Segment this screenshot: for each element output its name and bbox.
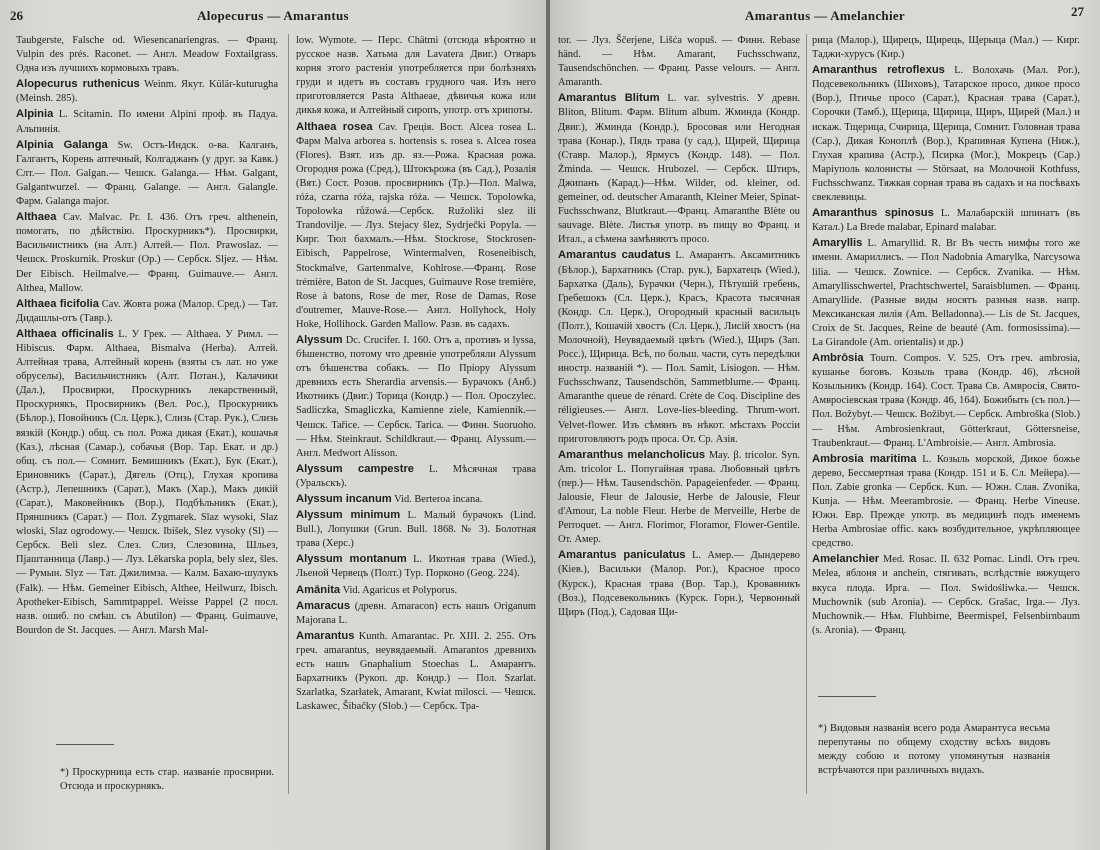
running-head: Alopecurus — Amarantus xyxy=(197,8,349,23)
entry-text: Cav. Malvac. Pr. I. 436. Отъ греч. altheneіn, помогать, по дѣйствію. Проскурникъ*). Просвирки, Васильчистникъ (на Алт.) Алтей.— Пол. Prawoslaz. — Чешск. Proskurnik. Proskur (Op.) — Сербск. Sljez. — Нѣм. Der Eibisch. Heilmalve.— Франц. Guimauve.— Англ. Althea, Mallow. xyxy=(16,212,278,294)
entry-text: low. Wymote. — Перс. Chätmi (отсюда вѣроятно и русское назв. Хатьма для Lavatera Двиг.) Отваръ корня этого растенія употребляется при болѣзняхъ груди и идетъ въ составъ грудного чая. Изъ него приготовляется Pasta Althaeae, дѣвичья кожа или дикья кожа, и Алтейный сиропъ, употр. отъ хрипоты. xyxy=(296,35,536,117)
dictionary-entry xyxy=(16,77,278,106)
entry-text: L. Волохачь (Мал. Рог.), Подсевекольникъ (Шиховъ), Татарское просо, дикое просо (Вор.), Птичье просо (Сарат.), Красная трава (Сарат.), Сорочки (Тамб.), Щерица, Щирица, Щиръ, Щирей (Мал.) и искаж. Тщерица, Счирица, Щерица, Сомнит. Головная трава (Сар.), Дикая Коноплѣ (Вор.), Крапивная Купена (Ниж.), Глухая крапива (Астр.), Псирка (Мог.), Мокрецъ (Сар.) Маріуполь колонисты — Störsaat, на Молочной Kothfuss, Fuchsschwanz. Тяжкая сорная трава въ садахъ и на посѣвахъ свеклевицы. xyxy=(812,65,1080,204)
dictionary-entry xyxy=(296,462,536,491)
dictionary-entry xyxy=(812,63,1080,205)
dictionary-entry xyxy=(16,210,278,296)
dictionary-entry xyxy=(296,629,536,715)
entry-headword: Amaranthus retroflexus xyxy=(812,64,945,77)
footnote: *) Проскурница есть стар. названіе просвирни. Отсюда и проскурнякъ. xyxy=(60,767,274,792)
dictionary-entry xyxy=(812,452,1080,552)
entry-text: tor. — Луз. Ščerjene, Lišća wopuš. — Финн. Rebase händ. — Нѣм. Amarant, Fuchsschwanz, Tausendschönchen. — Франц. Passe velours. — Англ. Amaranth. xyxy=(558,35,800,89)
entry-text: Vid. Agaricus et Polyporus. xyxy=(342,584,458,596)
entry-text: L. Amaryllid. R. Br Въ честь нимфы того же имени. Амариллисъ. — Пол Nadobnia Amarylka, Narcysowa lilia. — Чешск. Zownice. — Сербск. Zvanika. — Нѣм. Amaryllisschwertel, Prachtschwertel, Saraisblumen. — Франц. Amaryllide. (Разные виды носятъ разныя назв. напр. Мексиканская лилія (Am. Belladonna).— Lis de St. Jacques, Croix de St. Jacques, Reine de beauté (Am. formosissima).— La Girandole (Am. orientalis) и др.) xyxy=(812,238,1080,348)
dictionary-entry xyxy=(558,91,800,247)
dictionary-entry xyxy=(558,34,800,90)
entry-headword: Alpinia Galanga xyxy=(16,138,108,151)
dictionary-entry xyxy=(296,333,536,461)
dictionary-entry xyxy=(812,236,1080,350)
entry-text: L. Икотная трава (Wied.), Льеной Червецъ (Полт.) Тур. Порконо (Geog. 224). xyxy=(296,554,536,580)
entry-text: L. Амарантъ. Аксамитникъ (Бѣлор.), Бархатникъ (Стар. рук.), Бархатецъ (Wied.), Бархатка (Даль), Бурачки (Черн.), Пѣтушій гребень, Гребешокъ (Сл. Церк.), Красъ, Красота тысячная (Кондр. Сл. Церк.), Огородный красный васильцъ (Полт.), Кошачій хвостъ (Сл. Церк.), Лисій хвостъ (на Молочной), Неувядаемый цвѣтъ (Wied.), Щиръ (Зап. Росс.), Щирица. Всѣ, по больш. части, суть передѣлки иностр. названій *). — Пол. Samit, Lisiogon. — Нѣм. Fuchsschwanz, Tausendschön, Sammetblume.— Франц. Amaranthe queue de rénard. Crète de Coq. Discipline des réligieuses.— Англ. Love-lies-bleeding. Thrum-wort. Velvet-flower. Изъ сѣмянъ въ нѣкот. мѣстахъ Россіи приготовляютъ родъ проса. От. Ср. Азія. xyxy=(558,250,800,445)
entry-text: Cav. Жовта рожа (Малор. Сред.) — Тат. Дидашлы-отъ (Тавр.). xyxy=(16,298,278,324)
entry-headword: Alyssum minimum xyxy=(296,509,401,522)
entry-headword: Althaea xyxy=(16,211,57,224)
entry-headword: Amaracus xyxy=(296,599,351,612)
page-number: 26 xyxy=(10,8,23,23)
entry-text: (древн. Amaracon) есть нашъ Origanum Majorana L. xyxy=(296,600,536,626)
entry-headword: Althaea rosea xyxy=(296,120,373,133)
entry-headword: Ambrosia maritima xyxy=(812,452,917,465)
entry-text: L. var. sylvestris. У древн. Bliton, Blitum. Фарм. Blitum album. Жминда (Кондр. Двиг.), Жминда (Кондр.), Бросовая или Негодная трава (Конар.), Пядь трава (у сад.), Щирей, Щирица (Ставр. Малор.), Ярмусъ (Кондр. 148). — Пол. Żminda. — Чешск. Hrubozel. — Сербск. Штиръ, Джипанъ (Карад.)—Нѣм. Wilder, od. kleiner, od. gemeiner, od. deutscher Amaranth, Kleiner Meier, Spinat-Fuchsschwanz, Blutkraut.—Франц. Amaranthe Blète ou sauvage. Blète. Листья употр. въ пищу во Франц. и Итал., а сѣмена замѣняютъ просо. xyxy=(558,93,800,246)
dictionary-entry xyxy=(296,492,536,507)
entry-text: Med. Rosac. II. 632 Pomac. Lindl. Отъ греч. Melea, яблоня и anchein, стягивать, вслѣдствіе вяжущего вкуса плода. Ирга. — Пол. Swidośliwka.— Чешск. Muchownik (sub Aronia). — Сербск. Grašac, Irga.— Луз. Muchownik.— Нѣм. Fluhbirne, Beermispel, Felsenbirnbaum (s. Aronia). — Франц. xyxy=(812,554,1080,636)
entry-text: Dc. Crucifer. I. 160. Отъ а, противъ и lyssa, бѣшенство, потому что древніе употребляли Alyssum отъ бѣшенства собакъ. — По Пріору Alyssum древнихъ есть Sherardia arvensis.— Бурачокъ (Анб.) Икотникъ (Двиг.) Торица (Кондр.) — Пол. Opoczylec. Sadliczka, Smagliczka, Kamienne ziele, Kamiennik.— Чешск. Tařice. — Сербск. Tarica. — Финн. Suoruoho. — Нѣм. Steinkraut. Schildkraut.— Франц. Alyssum.— Англ. Medwort Alisson. xyxy=(296,334,536,459)
column-divider xyxy=(288,34,289,794)
dictionary-entry xyxy=(296,120,536,332)
page-number: 27 xyxy=(1071,4,1084,19)
entry-headword: Amaranthus melancholicus xyxy=(558,448,706,461)
left-page xyxy=(0,0,546,850)
dictionary-entry xyxy=(296,552,536,581)
entry-text: Taubgerste, Falsche od. Wiesencanariengras. — Франц. Vulpin des prés. Raconet. — Англ. Meadow Foxtailgrass. Одна изъ лучшихъ кормовыхъ травъ. xyxy=(16,35,278,75)
dictionary-entry xyxy=(812,34,1080,62)
left-column-2 xyxy=(296,34,536,794)
entry-headword: Alyssum xyxy=(296,333,343,346)
entry-headword: Amarantus caudatus xyxy=(558,249,671,262)
entry-text: Weinm. Якут. Külär-kuturugha (Meinsh. 285). xyxy=(16,79,278,105)
right-column-2 xyxy=(812,34,1080,794)
dictionary-entry xyxy=(296,583,536,598)
dictionary-entry xyxy=(16,297,278,326)
entry-headword: Alpinia xyxy=(16,108,54,121)
entry-text: L. Малабарскій шпинатъ (въ Катал.) La Brede malabar, Epinard malabar. xyxy=(812,208,1080,234)
entry-headword: Amaranthus spinosus xyxy=(812,207,934,220)
dictionary-entry xyxy=(812,351,1080,451)
entry-headword: Amānita xyxy=(296,583,341,596)
entry-headword: Alyssum campestre xyxy=(296,462,415,475)
left-column-1 xyxy=(16,34,278,794)
entry-text: May. β. tricolor. Syn. Am. tricolor L. Попугайная трава. Любовный цвѣтъ (пер.)— Нѣм. Tausendschön. Papageienfeder. — Франц. Jalousie, Fleur de Jalousie, Herbe de Jalousie, Fleur d'Amour, La noble Fleur. Herbe de Merveille, Herbe de Perroquet. — Англ. Florimor, Floramor, Flower-Gentile. От. Амер. xyxy=(558,449,800,546)
footnote-rule xyxy=(818,696,876,697)
entry-text: L. Мѣсячная трава (Уральскъ). xyxy=(296,463,536,489)
entry-headword: Althaea ficifolia xyxy=(16,297,99,310)
running-head: Amarantus — Amelanchier xyxy=(745,8,905,23)
dictionary-entry xyxy=(16,34,278,76)
entry-text: Sw. Остъ-Индск. о-ва. Калганъ, Галгантъ, Корень аптечный, Колгаджанъ (у друг. за Кавк.) Слт.— Пол. Galgan.— Чешск. Galanga.— Нѣм. Galgant, Galgantwurzel. — Франц. Galange. — Англ. Galangle. Фарм. Galanga major. xyxy=(16,139,278,208)
entry-text: рица (Малор.), Щирецъ, Щирець, Щерыца (Мал.) — Кирг. Таджи-хурусъ (Кир.) xyxy=(812,35,1080,61)
dictionary-entry xyxy=(558,548,800,619)
right-column-1 xyxy=(558,34,800,794)
entry-headword: Ambrōsia xyxy=(812,352,864,365)
dictionary-entry xyxy=(296,34,536,119)
entry-text: L. Козыль морской, Дикое божье дерево, Бессмертная трава (Кондр. 151 и Б. Сл. Мейера).— Пол. Zabie gronka — Сербск. Kun. — Южн. Слав. Zvonika, Kunja. — Нѣм. Meerambrosie. — Франц. Herbe Vineuse. Южн. Евр. Прежде употр. въ медицинѣ подъ именемъ Herba Ambrosiae offic. какъ возбудительное, укрѣпляющее средство. xyxy=(812,453,1080,550)
footnote: *) Видовыя названія всего рода Амарантуса весьма перепутаны по общему сходству всѣхъ видовъ между собою и потому упомянутыя названія встрѣчаются при различныхъ видахъ. xyxy=(818,723,1050,776)
entry-headword: Amarantus paniculatus xyxy=(558,549,686,562)
entry-headword: Alyssum montanum xyxy=(296,553,407,566)
dictionary-entry xyxy=(16,107,278,136)
entry-headword: Alopecurus ruthenicus xyxy=(16,78,140,91)
dictionary-entry xyxy=(558,448,800,548)
dictionary-entry xyxy=(812,206,1080,235)
dictionary-entry xyxy=(16,327,278,638)
entry-text: L. Амер.— Дындерево (Кіев.), Васильки (Малор. Рог.), Красное просо (Курск.), Красная трава (Вор. Тар.), Кровавникъ (Воз.), Подсевекольникъ (Курск. Горн.), Червонный Щиръ (Под.), Садовая Щи- xyxy=(558,550,800,618)
entry-headword: Amaryllis xyxy=(812,237,863,250)
entry-headword: Amelanchier xyxy=(812,553,880,566)
entry-headword: Amarantus Blitum xyxy=(558,92,660,105)
entry-text: Vid. Berteroa incana. xyxy=(394,494,483,505)
entry-text: Kunth. Amarantac. Pr. XIII. 2. 255. Отъ греч. amarantus, неувядаемый. Amarantos древнихъ есть нашъ Gnaphalium Stoechas L. Амарантъ. Бархатникъ (Рукоп. др. Кондр.) — Пол. Szarlat. Szarlatka, Szarłatek, Amarant, Kwiat milosci. — Чешск. Laskawec, Šibačky (Slob.) — Сербск. Тра- xyxy=(296,630,536,713)
entry-text: Cav. Греція. Вост. Alcea rosea L. Фарм Malva arborea s. hortensis s. rosea s. Alcea rosea (Flores). Взят. изъ др. яз.—Рожа. Красная рожа. Огородня рожа (Сред.), Штокърожа (въ Сад.), Розалія (Вят.) Сост. Розов. просвирникъ (Тр.)—Пол. Malwa, róża, czarna róża, rajska róża. — Чешск. Topolowka, Topolowka růžowá.—Сербск. Ružoliki slez ili Trandovilje. — Луз. Stejacy šlez, Sydrječki Popyla. — Кирг. Тюл бахмалъ.—Нѣм. Stockrose, Stockrosen-Eibisch, Pappelrose, Wintermalven, Roseneibisch, Stockmalve, Gartenmalve, Kohlrose.—Франц. Rose trémière, Baton de St. Jacques, Guimauve Rose tremière, Rose à batons, Rose de mer, Rose de Damas, Rose d'outremer, Mauve-Rose.— Англ. Hollyhock, Holy Hoke, Hollihock. Garden Mallow. Разв. въ садахъ. xyxy=(296,121,536,330)
entry-text: L. Scitamin. По имени Alpini проф. въ Падуа. Альпинія. xyxy=(16,109,278,135)
dictionary-entry xyxy=(296,508,536,551)
entry-text: L. Малый бурачокъ (Lind. Bull.), Лопушки (Grun. Bull. 1868. № 3). Болотная трава (Херс.) xyxy=(296,510,536,550)
entry-headword: Althaea officinalis xyxy=(16,327,114,340)
column-divider xyxy=(806,34,807,794)
entry-headword: Amarantus xyxy=(296,629,355,642)
right-page xyxy=(550,0,1100,850)
entry-headword: Alyssum incanum xyxy=(296,493,392,505)
dictionary-entry xyxy=(812,552,1080,638)
entry-text: L. У Грек. — Althaea. У Римл. — Hibiscus. Фарм. Althaea, Bismalva (Herba). Алтей. Алтейная трава, Алтейный корень (взяты съ лат. но уже обруселы), Васильчистникъ (Алт. Потан.), Калачики (Дал.), Просвирки, Проскурникъ лекарственный, Проскурнякъ, Просвирникъ (Вел. Рос.), Проскурникъ (Бѣлор.), Повойникъ (Сл. Церк.), Слизь (Стар. Рук.), Слизь вязкій (Кондр.) общ. съ пол. Рожа дикая (Екат.), кошачья (Каз.), лѣсная (Самар.), собачья (Вор. Тар. Екат. и др.) общ. съ пол.— Сомнит. Бемишникъ (Екат.), Бук (Екат.), Ериновникъ (Сарат.), Дягель (Отц.), Глухая кропива (Астр.), Лепешникъ (Сарат.), Макъ (Хар.), Макъ дикій (Сарат.), Маковейникъ (Вор.), Подбѣльникъ (Екат.), Пряншникъ (Сарат.) — Пол. Zygmarek. Slaz wysoki, Slaz wloski, Slaz ogrodowy.— Чешск. Ibišek, Slez vysoky (Sl) — Сербск. Beli slez. Слез. Слиз, Слезовина, Шльез, Пjаштанница (Лавр.) — Луз. Lěkarska popla, bely slez, šles.— Румын. Slyz — Тат. Джилимза. — Калм. Бахаю-шулукъ (Falk). — Нѣм. Gemeiner Eibisch, Althee, Heilwurz, Ibisch. Apotheker-Eibisch, Sammtpappel. Weisse Pappel (2 посл. назв. ошиб. по смѣш. съ Abutilon) — Франц. Guimauve, Bourdon de St. Jacques. — Англ. Marsh Mal- xyxy=(16,328,278,636)
entry-text: Tourn. Compos. V. 525. Отъ греч. ambrosia, кушанье боговъ. Козыль трава (Кондр. 46), лѣсной Козыльникъ (Кондр. 164). Сост. Трава Св. Амвросія, Свято-Амвросіевская трава (Кондр. 46, 164). Божибыть (съ пол.)— Пол. Božybyt.— Чешск. Božibyt.— Сербск. Ambroška (Slob.) — Нѣм. Ambrosienkraut, Götterkraut, Göttersneise, Traubenkraut.— Франц. L'Ambroisie.— Англ. Ambrosia. xyxy=(812,353,1080,449)
dictionary-entry xyxy=(558,248,800,446)
dictionary-entry xyxy=(16,138,278,209)
dictionary-entry xyxy=(296,599,536,628)
footnote-rule xyxy=(56,744,114,745)
